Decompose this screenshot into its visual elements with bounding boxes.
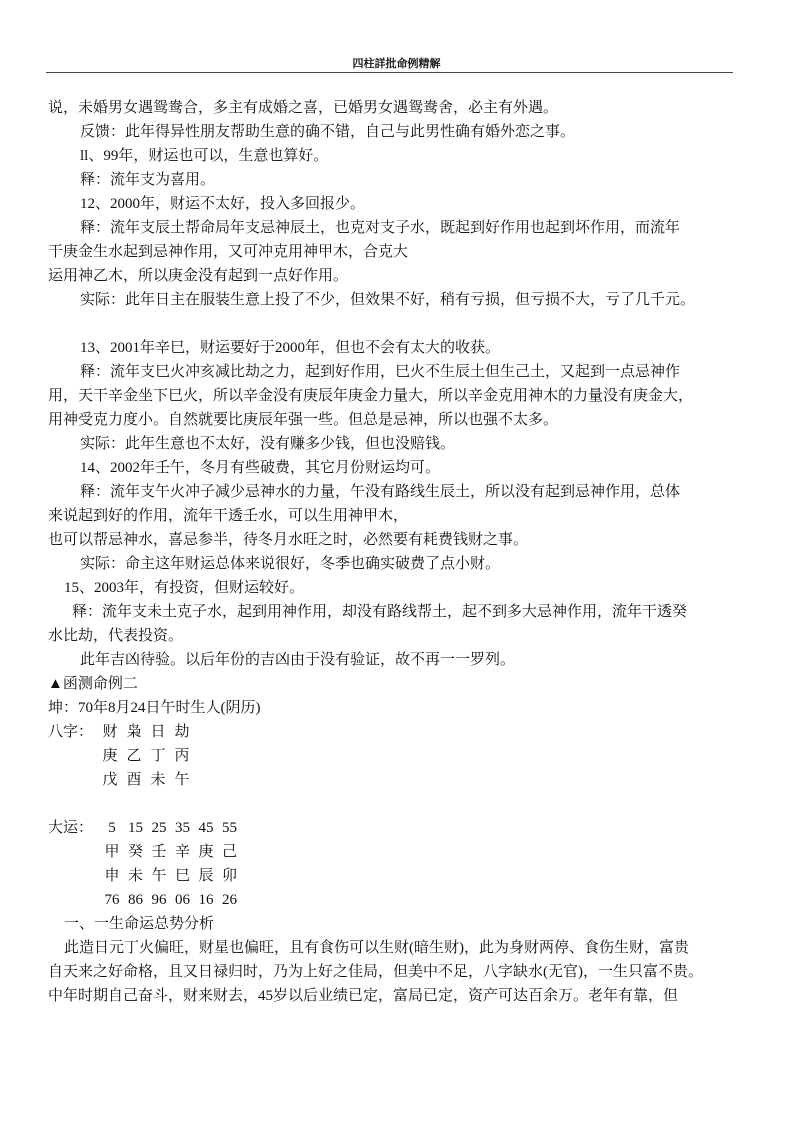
dayun-cell: 26	[222, 892, 237, 908]
text-line: 此造日元丁火偏旺，财星也偏旺，且有食伤可以生财(暗生财)，此为身财两停、食伤生财，富贵	[64, 940, 689, 956]
text-line: 实际：此年生意也不太好，没有赚多少钱，但也没赔钱。	[80, 436, 456, 452]
dayun-cell: 55	[222, 820, 237, 836]
bazi-cell: 劫	[174, 724, 190, 740]
text-line: 说，未婚男女遇鸳鸯合，多主有成婚之喜，已婚男女遇鸳鸯舍，必主有外遇。	[48, 100, 559, 116]
text-line: 坤：70年8月24日午时生人(阴历)	[48, 700, 261, 716]
text-line: 释：流年支辰土帮命局年支忌神辰土，也克对支子水，既起到好作用也起到坏作用，而流年	[80, 220, 681, 236]
bazi-cell: 丁	[150, 748, 166, 764]
bazi-cell: 财	[102, 724, 118, 740]
dayun-cell: 未	[127, 868, 143, 884]
dayun-cell: 76	[104, 892, 120, 908]
text-line: 此年吉凶待验。以后年份的吉凶由于没有验证，故不再一一罗列。	[80, 652, 516, 668]
text-line: 也可以帮忌神水，喜忌参半，待冬月水旺之时，必然要有耗费钱财之事。	[48, 532, 529, 548]
dayun-cell: 辰	[198, 868, 214, 884]
text-line: 14、2002年壬午，冬月有些破费，其它月份财运均可。	[80, 460, 441, 476]
bazi-cell: 酉	[126, 772, 142, 788]
bazi-cell: 枭	[126, 724, 142, 740]
text-line: 来说起到好的作用，流年干透壬水，可以生用神甲木，	[48, 508, 409, 524]
text-line: 实际：命主这年财运总体来说很好，冬季也确实破费了点小财。	[80, 556, 501, 572]
dayun-cell: 45	[198, 820, 214, 836]
dayun-cell: 己	[221, 844, 237, 860]
text-line: 一、一生命运总势分析	[64, 916, 215, 932]
text-line: 释：流年支午火冲子减少忌神水的力量，午没有路线生辰土，所以没有起到忌神作用，总体	[80, 484, 681, 500]
dayun-cell: 癸	[127, 844, 143, 860]
bazi-cell: 未	[150, 772, 166, 788]
text-line: 13、2001年辛巳，财运要好于2000年，但也不会有太大的收获。	[80, 340, 501, 356]
dayun-cell: 壬	[151, 844, 167, 860]
dayun-cell: 5	[108, 820, 116, 836]
text-line: 释：流年支为喜用。	[80, 172, 216, 188]
text-line: 释：流年支巳火冲亥减比劫之力，起到好作用，巳火不生辰土但生己土，又起到一点忌神作	[80, 364, 681, 380]
text-line: 12、2000年，财运不太好，投入多回报少。	[80, 196, 366, 212]
dayun-cell: 辛	[174, 844, 190, 860]
dayun-cell: 16	[198, 892, 214, 908]
dayun-cell: 35	[175, 820, 190, 836]
dayun-cell: 15	[128, 820, 143, 836]
text-line: 用神受克力度小。自然就要比庚辰年强一些。但总是忌神，所以也强不太多。	[48, 412, 559, 428]
dayun-cell: 庚	[198, 844, 214, 860]
text-line: 干庚金生水起到忌神作用，又可冲克用神甲木，合克大	[48, 244, 409, 260]
dayun-cell: 06	[175, 892, 190, 908]
bazi-cell: 午	[174, 772, 190, 788]
header-rule	[46, 72, 733, 73]
bazi-cell: 庚	[102, 748, 118, 764]
dayun-cell: 卯	[221, 868, 237, 884]
page-header-title: 四柱詳批命例精解	[352, 58, 441, 70]
text-line: ll、99年，财运也可以，生意也算好。	[80, 148, 329, 164]
bazi-cell: 丙	[174, 748, 190, 764]
bazi-cell: 乙	[126, 748, 142, 764]
bazi-cell: 戊	[102, 772, 118, 788]
dayun-cell: 86	[128, 892, 143, 908]
dayun-cell: 巳	[174, 868, 190, 884]
text-line: 15、2003年，有投资，但财运较好。	[64, 580, 305, 596]
dayun-cell: 午	[151, 868, 167, 884]
text-line: 运用神乙木，所以庚金没有起到一点好作用。	[48, 268, 349, 284]
text-line: 自天来之好命格，且又日禄归时，乃为上好之佳局，但美中不足，八字缺水(无官)，一生只富不贵。	[48, 964, 703, 980]
dayun-cell: 甲	[104, 844, 120, 860]
text-line: 反馈：此年得异性朋友帮助生意的确不错，自己与此男性确有婚外恋之事。	[80, 124, 576, 140]
dayun-label: 大运：	[48, 820, 94, 836]
dayun-cell: 25	[151, 820, 167, 836]
dayun-cell: 96	[151, 892, 167, 908]
bazi-cell: 日	[150, 724, 166, 740]
dayun-cell: 申	[104, 868, 120, 884]
text-line: ▲函测命例二	[48, 676, 138, 692]
text-line: 释：流年支未土克子水，起到用神作用，却没有路线帮土，起不到多大忌神作用，流年干透癸	[72, 604, 688, 620]
text-line: 水比劫，代表投资。	[48, 628, 184, 644]
text-line: 实际：此年日主在服装生意上投了不少，但效果不好，稍有亏损，但亏损不大，亏了几千元。	[80, 292, 696, 308]
text-line: 用，天干辛金坐下巳火，所以辛金没有庚辰年庚金力量大，所以辛金克用神木的力量没有庚金大，	[48, 388, 694, 404]
bazi-label: 八字：	[48, 724, 94, 740]
text-line: 中年时期自己奋斗，财来财去，45岁以后业绩已定，富局已定，资产可达百余万。老年有靠，但	[48, 988, 679, 1004]
